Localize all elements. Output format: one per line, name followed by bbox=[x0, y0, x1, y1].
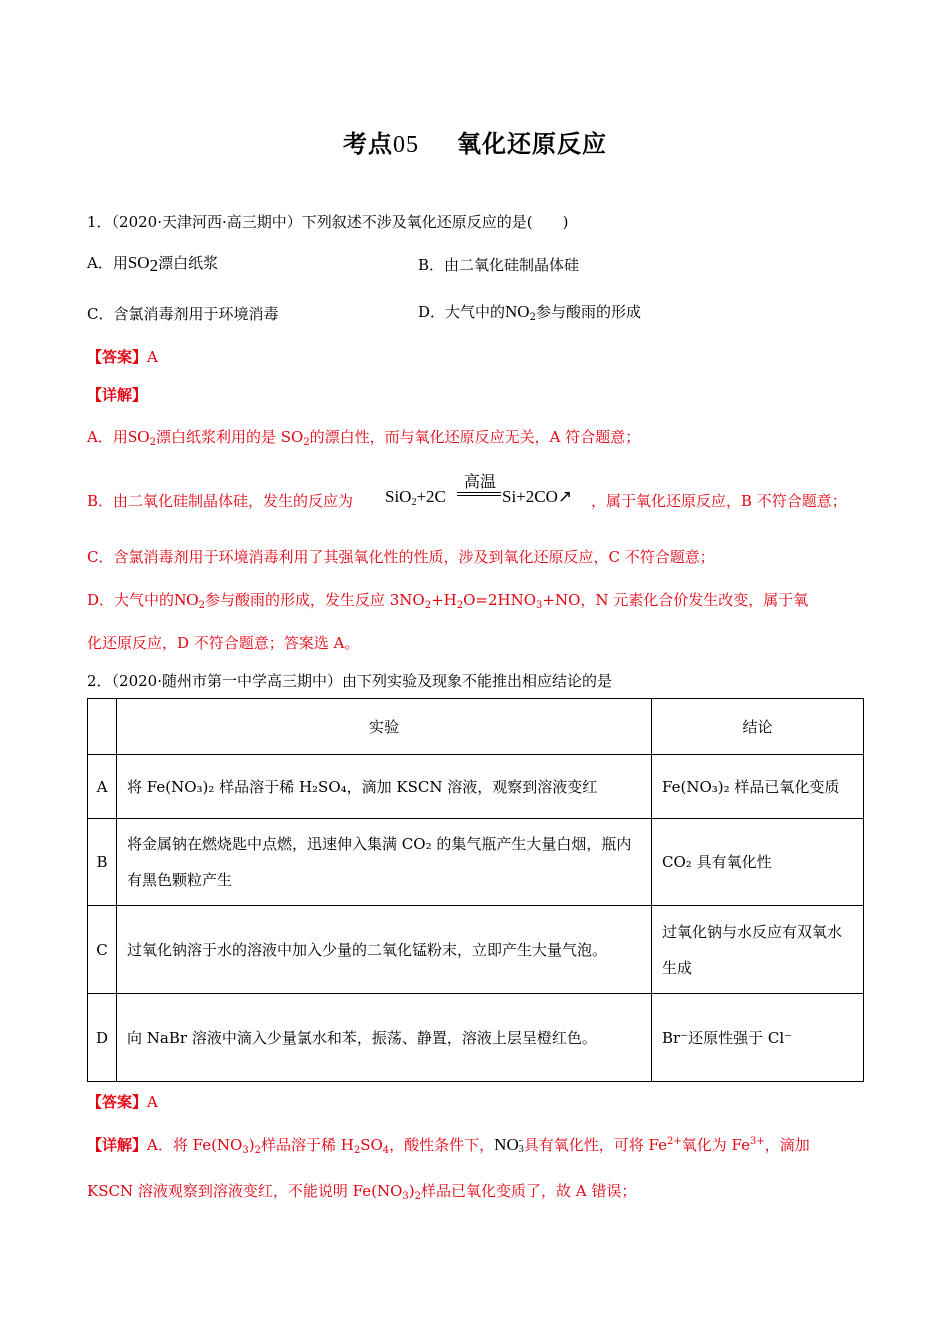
q1-exp-a-chem: SO bbox=[127, 427, 150, 446]
row-label: A bbox=[88, 755, 117, 819]
title-topic: 氧化还原反应 bbox=[457, 130, 607, 158]
q1-exp-a-3: 的漂白性，而与氧化还原反应无关，A 符合题意； bbox=[309, 428, 641, 446]
experiment-table bbox=[87, 698, 864, 1082]
row-experiment: 向 NaBr 溶液中滴入少量氯水和苯，振荡、静置，溶液上层呈橙红色。 bbox=[117, 994, 652, 1082]
q1-option-b: B．由二氧化硅制晶体硅 bbox=[418, 256, 580, 274]
q1-option-d-text: 参与酸雨的形成 bbox=[535, 303, 641, 321]
row-experiment: 将金属钠在燃烧匙中点燃，迅速伸入集满 CO₂ 的集气瓶产生大量白烟，瓶内有黑色颗粒产生 bbox=[117, 819, 652, 906]
q1-explanation-d: D．大气中的$NO_2$参与酸雨的形成，发生反应 $3NO_2+H_2O=2HNO_3+NO$，N 元素化合价发生改变，属于氧 bbox=[87, 590, 809, 611]
q1-option-a-sub: 2 bbox=[149, 256, 159, 275]
q2-detail-label: 【详解】 bbox=[87, 1136, 148, 1154]
q1-exp-b-2: ，属于氧化还原反应，B 不符合题意； bbox=[591, 492, 847, 510]
q1-exp-d-sub: 2 bbox=[198, 600, 205, 611]
q2-answer-label: 【答案】 bbox=[87, 1093, 148, 1111]
row-label: B bbox=[88, 819, 117, 906]
header-experiment: 实验 bbox=[117, 699, 652, 755]
q1-exp-b-1: B．由二氧化硅制晶体硅，发生的反应为 bbox=[87, 492, 354, 510]
q1-option-d-prefix: D．大气中的 bbox=[418, 303, 506, 321]
q1-option-d bbox=[418, 301, 641, 323]
q1-option-c: C．含氯消毒剂用于环境消毒 bbox=[87, 305, 279, 323]
q1-explanation-b bbox=[87, 490, 353, 511]
equation-right: Si+2CO↗ bbox=[502, 487, 573, 506]
table-row bbox=[88, 906, 864, 994]
equation-condition: 高温 bbox=[463, 472, 496, 491]
q1-option-a bbox=[87, 252, 218, 276]
title-number: 05 bbox=[393, 132, 419, 158]
q2-detail: 【详解】A．将 $Fe(NO_3)_2$样品溶于稀 $H_2SO_4$，酸性条件下，NO - 3 具有氧化性，可将 $Fe^{2+}$氧化为 $Fe^{3+}$，滴加 bbox=[87, 1135, 810, 1156]
header-conclusion: 结论 bbox=[652, 699, 864, 755]
row-label: D bbox=[88, 994, 117, 1082]
row-conclusion: 过氧化钠与水反应有双氧水生成 bbox=[652, 906, 864, 994]
q1-detail-label: 【详解】 bbox=[87, 386, 148, 404]
table-header-row bbox=[88, 699, 864, 755]
q2-answer-value: A bbox=[147, 1093, 158, 1111]
table-row bbox=[88, 994, 864, 1082]
row-conclusion: CO₂ 具有氧化性 bbox=[652, 819, 864, 906]
gas-arrow-icon: ↗ bbox=[557, 487, 573, 506]
table-row bbox=[88, 819, 864, 906]
q1-explanation-a bbox=[87, 426, 640, 448]
row-conclusion: Br⁻还原性强于 Cl⁻ bbox=[652, 994, 864, 1082]
table-row bbox=[88, 755, 864, 819]
q1-exp-d-1: D．大气中的 bbox=[87, 591, 175, 609]
page-title bbox=[0, 124, 950, 159]
equation-left: SiO$_2$+2C bbox=[385, 487, 446, 508]
q1-option-a-chem: SO bbox=[127, 253, 150, 272]
q1-explanation-c: C．含氯消毒剂用于环境消毒利用了其强氧化性的性质，涉及到氧化还原反应，C 不符合题意； bbox=[87, 548, 715, 566]
row-experiment: 过氧化钠溶于水的溶液中加入少量的二氧化锰粉末，立即产生大量气泡。 bbox=[117, 906, 652, 994]
q1-option-a-text: 漂白纸浆 bbox=[158, 254, 219, 272]
q1-option-a-prefix: A．用 bbox=[87, 254, 128, 272]
row-label: C bbox=[88, 906, 117, 994]
q1-option-d-sub: 2 bbox=[529, 312, 536, 323]
q1-exp-a-sub: 2 bbox=[149, 437, 156, 448]
row-conclusion: Fe(NO₃)₂ 样品已氧化变质 bbox=[652, 755, 864, 819]
q1-answer-label: 【答案】 bbox=[87, 348, 148, 366]
title-prefix: 考点 bbox=[343, 130, 393, 158]
q1-exp-d-2: 参与酸雨的形成，发生反应 3NO bbox=[204, 591, 425, 609]
row-experiment: 将 Fe(NO₃)₂ 样品溶于稀 H₂SO₄，滴加 KSCN 溶液，观察到溶液变红 bbox=[117, 755, 652, 819]
q1-stem: 1．（2020·天津河西·高三期中）下列叙述不涉及氧化还原反应的是( ) bbox=[87, 213, 569, 231]
q2-answer bbox=[87, 1091, 158, 1112]
q1-option-d-chem: NO bbox=[505, 302, 530, 321]
q1-exp-a-sub2: 2 bbox=[303, 437, 310, 448]
q1-exp-a-2: 漂白纸浆利用的是 SO bbox=[155, 428, 304, 446]
equation-line-2 bbox=[457, 495, 501, 496]
q1-answer bbox=[87, 346, 158, 367]
equation-line-1 bbox=[457, 492, 501, 493]
q2-stem: 2．（2020·随州市第一中学高三期中）由下列实验及现象不能推出相应结论的是 bbox=[87, 672, 612, 690]
q1-answer-value: A bbox=[147, 348, 158, 366]
q2-detail-line2: KSCN 溶液观察到溶液变红，不能说明 $Fe(NO_3)_2$样品已氧化变质了，故 A 错误； bbox=[87, 1182, 637, 1202]
header-label-cell bbox=[88, 699, 117, 755]
q1-exp-d-chem: NO bbox=[174, 590, 199, 609]
q1-explanation-d-line2: 化还原反应，D 不符合题意；答案选 A。 bbox=[87, 634, 360, 652]
nitrate-ion: NO - 3 bbox=[494, 1135, 524, 1155]
q1-exp-a-1: A．用 bbox=[87, 428, 128, 446]
